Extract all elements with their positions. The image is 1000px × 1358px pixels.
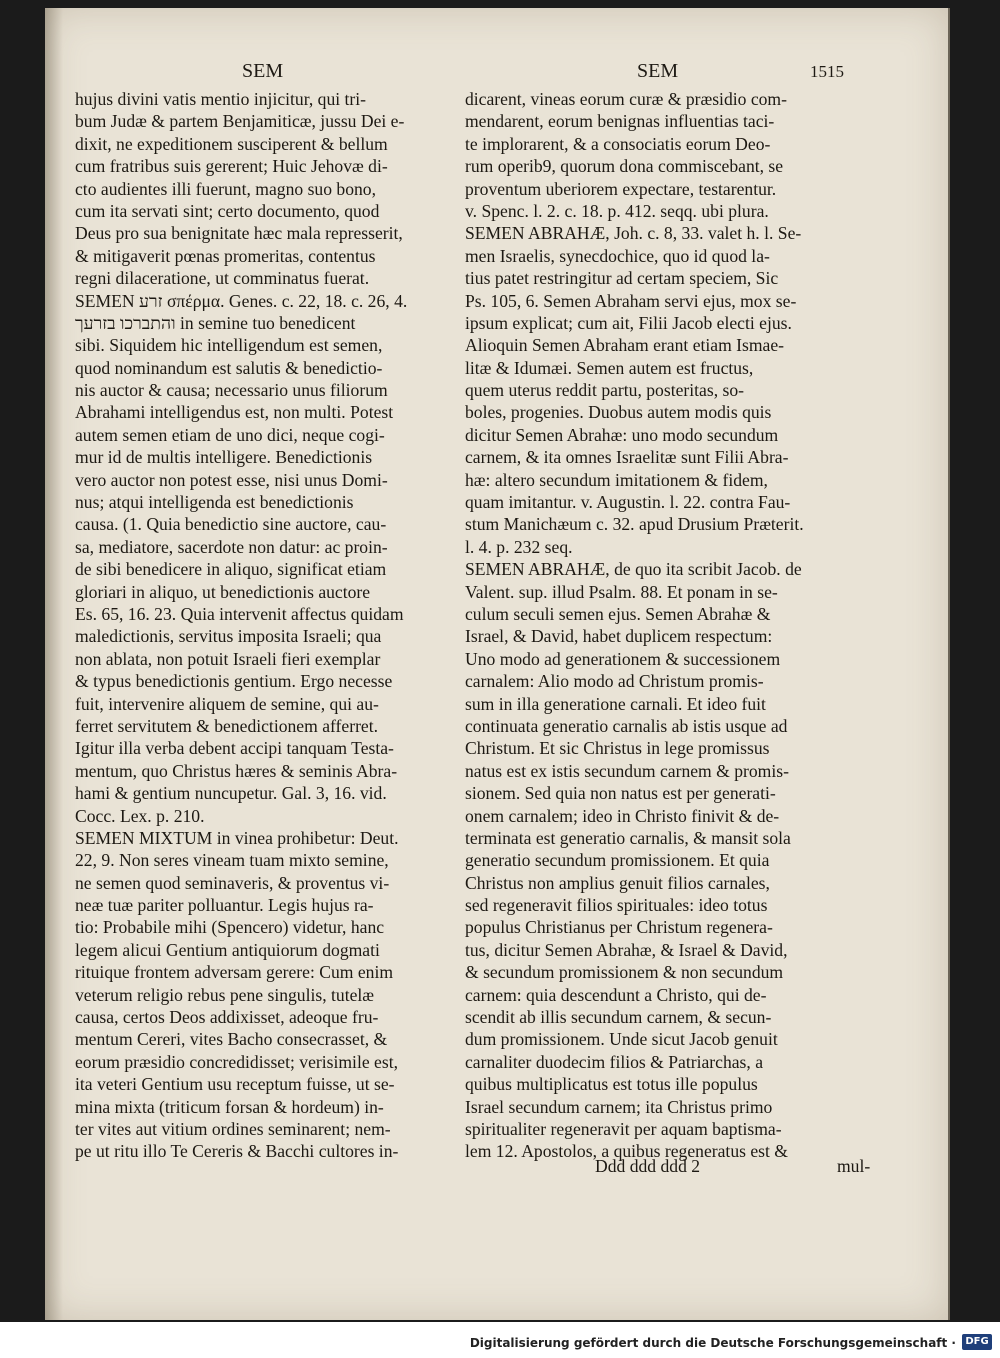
text-line: carnem, & ita omnes Israelitæ sunt Filii Abra-	[465, 447, 789, 468]
page-number: 1515	[810, 62, 844, 81]
text-line: men Israelis, synecdochice, quo id quod la-	[465, 245, 770, 266]
text-line: dixit, ne expeditionem susciperent & bellum	[75, 133, 388, 154]
text-line: populus Christianus per Christum regenera-	[465, 917, 773, 938]
text-line: causa. (1. Quia benedictio sine auctore, cau-	[75, 514, 387, 535]
text-line: SEMEN זרע σπέρμα. Genes. c. 22, 18. c. 26, 4.	[75, 290, 408, 311]
text-line: regni dilaceratione, ut comminatus fuerat.	[75, 268, 370, 289]
text-line: cum fratribus suis gererent; Huic Jehovæ di-	[75, 156, 388, 177]
text-line: Christum. Et sic Christus in lege promissus	[465, 738, 770, 759]
text-line: cto audientes illi fuerunt, magno suo bono,	[75, 178, 376, 199]
catchline	[595, 1156, 895, 1180]
text-line: ferret servitutem & benedictionem afferret.	[75, 715, 379, 736]
text-line: scendit ab illis secundum carnem, & secun-	[465, 1007, 772, 1028]
text-line: de sibi benedicere in aliquo, significat etiam	[75, 559, 387, 580]
text-line: mentum Cereri, vites Bacho consecrasset, &	[75, 1029, 388, 1050]
running-header	[45, 60, 948, 86]
signature-mark: Ddd ddd ddd 2	[595, 1156, 701, 1176]
text-line: Christus non amplius genuit filios carnales,	[465, 872, 770, 893]
text-line: Deus pro sua benignitate hæc mala represserit,	[75, 223, 403, 244]
book-page	[45, 8, 950, 1320]
text-line: natus est ex istis secundum carnem & promis-	[465, 760, 789, 781]
text-line: hæ: altero secundum imitationem & fidem,	[465, 469, 768, 490]
text-line: eorum præsidio concredidisset; verisimile est,	[75, 1051, 398, 1072]
text-line: neæ tuæ pariter polluantur. Legis hujus ra-	[75, 895, 374, 916]
text-line: culum seculi semen ejus. Semen Abrahæ &	[465, 603, 771, 624]
text-line: Es. 65, 16. 23. Quia intervenit affectus quidam	[75, 603, 404, 624]
text-line: dum promissionem. Unde sicut Jacob genuit	[465, 1029, 778, 1050]
text-line: 22, 9. Non seres vineam tuam mixto semine,	[75, 850, 389, 871]
text-line: te implorarent, & a consociatis eorum Deo-	[465, 133, 771, 154]
catchword: mul-	[837, 1156, 871, 1176]
text-line: sionem. Sed quia non natus est per generati-	[465, 783, 776, 804]
text-line: quem uterus reddit partu, posteritas, so-	[465, 380, 744, 401]
text-line: fuit, intervenire aliquem de semine, qui au-	[75, 693, 379, 714]
text-line: Abrahami intelligendus est, non multi. Potest	[75, 402, 394, 423]
text-line: SEMEN ABRAHÆ, de quo ita scribit Jacob. de	[465, 559, 802, 580]
text-line: Cocc. Lex. p. 210.	[75, 805, 205, 826]
text-line: sibi. Siquidem hic intelligendum est semen,	[75, 335, 383, 356]
text-line: Israel secundum carnem; ita Christus primo	[465, 1096, 773, 1117]
text-line: generatio secundum promissionem. Et quia	[465, 850, 770, 871]
text-line: mendarent, eorum benignas influentias taci-	[465, 111, 775, 132]
text-line: tius patet restringitur ad certam speciem, Sic	[465, 268, 779, 289]
text-line: carnaliter duodecim filios & Patriarchas, a	[465, 1051, 764, 1072]
text-line: autem semen etiam de uno dici, neque cogi-	[75, 424, 385, 445]
text-line: proventum uberiorem expectare, testarentur.	[465, 178, 777, 199]
text-line: quam imitantur. v. Augustin. l. 22. contra Fau-	[465, 492, 791, 513]
text-line: nis auctor & causa; necessario unus filiorum	[75, 380, 388, 401]
text-line: mina mixta (triticum forsan & hordeum) in-	[75, 1096, 384, 1117]
footer-bar	[0, 1322, 1000, 1358]
text-line: onem carnalem; ideo in Christo finivit & de-	[465, 805, 780, 826]
text-line: gloriari in aliquo, ut benedictionis auctore	[75, 581, 371, 602]
text-line: spiritualiter regeneravit per aquam baptisma-	[465, 1118, 782, 1139]
text-line: lem 12. Apostolos, a quibus regeneratus est &	[465, 1141, 788, 1162]
text-line: nus; atqui intelligenda est benedictionis	[75, 492, 354, 513]
text-line: terminata est generatio carnalis, & mansit sola	[465, 827, 791, 848]
text-line: cum ita servati sint; certo documento, quod	[75, 200, 380, 221]
text-line: SEMEN MIXTUM in vinea prohibetur: Deut.	[75, 827, 399, 848]
text-line: l. 4. p. 232 seq.	[465, 536, 573, 557]
text-line: & secundum promissionem & non secundum	[465, 962, 784, 983]
text-line: Igitur illa verba debent accipi tanquam Testa-	[75, 738, 394, 759]
right-column	[465, 88, 841, 1163]
text-line: dicarent, vineas eorum curæ & præsidio com-	[465, 89, 787, 109]
text-line: continuata generatio carnalis ab istis usque ad	[465, 715, 788, 736]
text-line: SEMEN ABRAHÆ, Joh. c. 8, 33. valet h. l. Se-	[465, 223, 802, 244]
text-line: rum operib9, quorum dona commiscebant, se	[465, 156, 784, 177]
text-line: quibus multiplicatus est totus ille populus	[465, 1074, 758, 1095]
text-line: non ablata, non potuit Israeli fieri exemplar	[75, 648, 381, 669]
text-line: bum Judæ & partem Benjamiticæ, jussu Dei e-	[75, 111, 405, 132]
text-line: sa, mediatore, sacerdote non datur: ac proin-	[75, 536, 388, 557]
text-line: causa, certos Deos addixisset, adeoque fru-	[75, 1007, 379, 1028]
text-line: mur id de multis intelligere. Benedictionis	[75, 447, 373, 468]
header-right-title: SEM	[637, 60, 679, 82]
text-line: carnalem: Alio modo ad Christum promis-	[465, 671, 764, 692]
text-line: Ps. 105, 6. Semen Abraham servi ejus, mox se-	[465, 290, 797, 311]
text-line: tio: Probabile mihi (Spencero) videtur, hanc	[75, 917, 385, 938]
text-line: ipsum explicat; cum ait, Filii Jacob electi ejus.	[465, 312, 792, 333]
text-line: ita veteri Gentium usu receptum fuisse, ut se-	[75, 1074, 395, 1095]
text-line: v. Spenc. l. 2. c. 18. p. 412. seqq. ubi plura.	[465, 200, 769, 221]
text-line: rituique frontem adversam gerere: Cum enim	[75, 962, 394, 983]
text-line: carnem: quia descendunt a Christo, qui de-	[465, 984, 767, 1005]
text-line: Valent. sup. illud Psalm. 88. Et ponam in se-	[465, 581, 778, 602]
text-line: והתברכו בזרעך in semine tuo benedicent	[75, 312, 356, 333]
text-line: hami & gentium nuncupetur. Gal. 3, 16. vid.	[75, 783, 387, 804]
funding-notice: Digitalisierung gefördert durch die Deutsche Forschungsgemeinschaft ·	[469, 1336, 956, 1350]
text-line: vero auctor non potest esse, nisi unus Domi-	[75, 469, 388, 490]
text-line: ne semen quod seminaveris, & proventus vi-	[75, 872, 390, 893]
text-line: & mitigaverit pœnas promeritas, contentus	[75, 245, 376, 266]
text-line: maledictionis, servitus imposita Israeli; qua	[75, 626, 382, 647]
text-line: dicitur Semen Abrahæ: uno modo secundum	[465, 424, 779, 445]
text-line: Uno modo ad generationem & successionem	[465, 648, 781, 669]
text-line: veterum religio rebus pene singulis, tutelæ	[75, 984, 375, 1005]
text-line: sum in illa generatione carnali. Et ideo fuit	[465, 693, 766, 714]
text-line: ter vites aut vitium ordines seminarent; nem-	[75, 1118, 391, 1139]
text-line: hujus divini vatis mentio injicitur, qui tri-	[75, 89, 367, 109]
text-line: stum Manichæum c. 32. apud Drusium Præterit.	[465, 514, 804, 535]
left-column	[75, 88, 451, 1163]
text-line: boles, progenies. Duobus autem modis quis	[465, 402, 772, 423]
text-line: & typus benedictionis gentium. Ergo necesse	[75, 671, 393, 692]
text-line: litæ & Idumæi. Semen autem est fructus,	[465, 357, 754, 378]
header-left-title: SEM	[242, 60, 284, 82]
text-line: mentum, quo Christus hæres & seminis Abra-	[75, 760, 398, 781]
text-line: tus, dicitur Semen Abrahæ, & Israel & David,	[465, 939, 788, 960]
text-line: pe ut ritu illo Te Cereris & Bacchi cultores in-	[75, 1141, 399, 1162]
text-line: Alioquin Semen Abraham erant etiam Ismae-	[465, 335, 785, 356]
text-line: legem alicui Gentium antiquiorum dogmati	[75, 939, 380, 960]
text-line: sed regeneravit filios spirituales: ideo totus	[465, 895, 768, 916]
dfg-logo: DFG	[962, 1334, 992, 1350]
text-line: Israel, & David, habet duplicem respectum:	[465, 626, 773, 647]
text-line: quod nominandum est salutis & benedictio-	[75, 357, 383, 378]
